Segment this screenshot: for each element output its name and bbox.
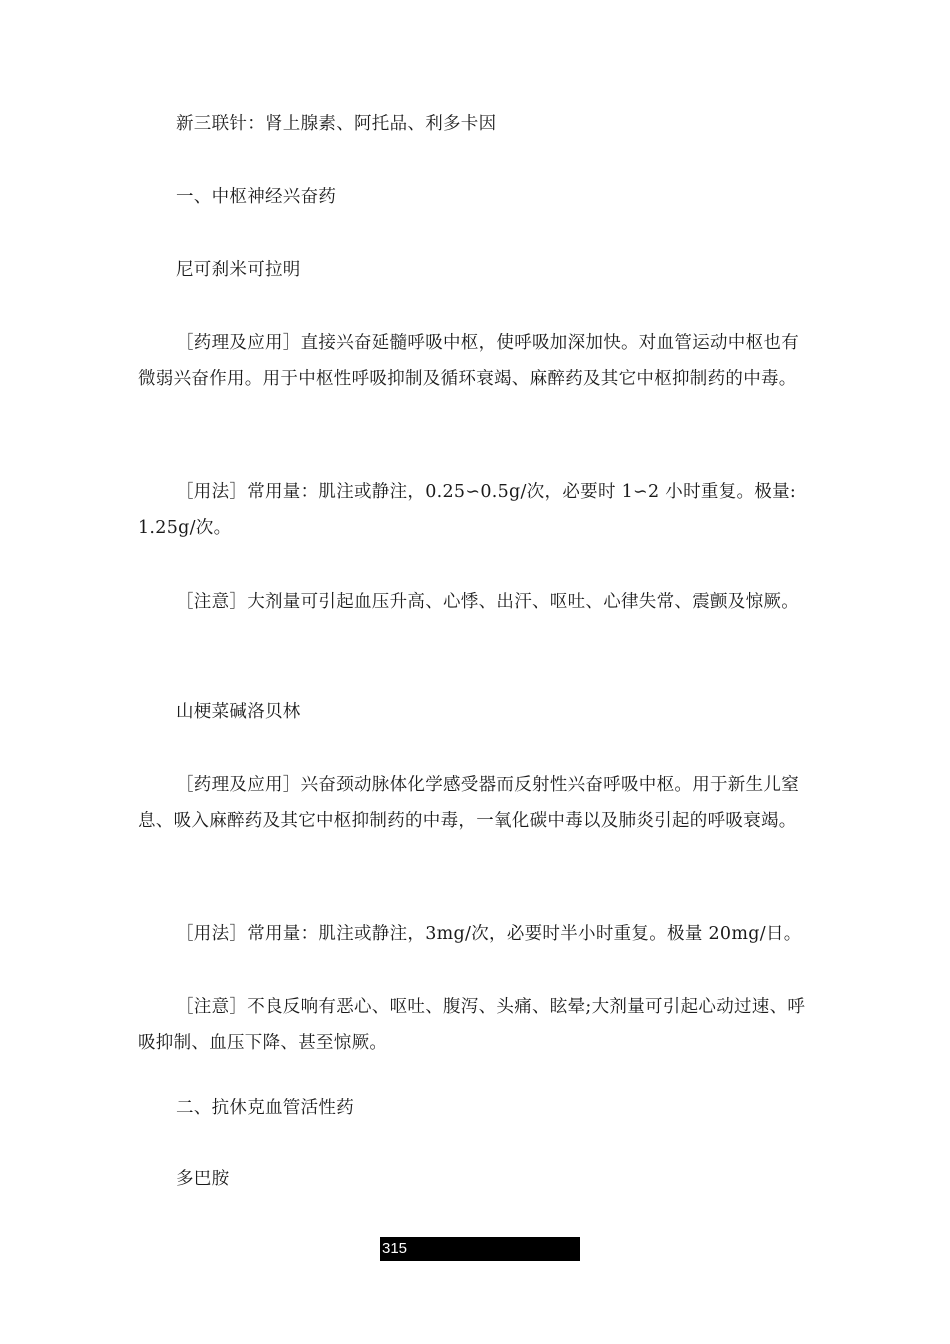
paragraph-lobeline-usage: ［用法］常用量：肌注或静注，3mg/次，必要时半小时重复。极量 20mg/日。	[176, 924, 802, 944]
paragraph-nikethamide-pharmacology: ［药理及应用］直接兴奋延髓呼吸中枢，使呼吸加深加快。对血管运动中枢也有微弱兴奋作用。用于中枢性呼吸抑制及循环衰竭、麻醉药及其它中枢抑制药的中毒。	[138, 333, 799, 389]
section-heading-antishock-vasoactive: 二、抗休克血管活性药	[176, 1098, 354, 1118]
paragraph-heading-new-triple-injection: 新三联针：肾上腺素、阿托品、利多卡因	[176, 114, 497, 134]
drug-name-nikethamide: 尼可刹米可拉明	[176, 260, 301, 280]
paragraph-lobeline-caution: ［注意］不良反响有恶心、呕吐、腹泻、头痛、眩晕;大剂量可引起心动过速、呼吸抑制、血压下降、甚至惊厥。	[138, 997, 806, 1053]
page-number: 315	[380, 1237, 580, 1261]
drug-name-dopamine: 多巴胺	[176, 1169, 230, 1189]
section-heading-cns-stimulants: 一、中枢神经兴奋药	[176, 187, 337, 207]
paragraph-nikethamide-caution: ［注意］大剂量可引起血压升高、心悸、出汗、呕吐、心律失常、震颤及惊厥。	[176, 592, 799, 612]
paragraph-lobeline-pharmacology: ［药理及应用］兴奋颈动脉体化学感受器而反射性兴奋呼吸中枢。用于新生儿窒息、吸入麻醉药及其它中枢抑制药的中毒，一氧化碳中毒以及肺炎引起的呼吸衰竭。	[138, 775, 799, 831]
drug-name-lobeline: 山梗菜碱洛贝林	[176, 702, 301, 722]
paragraph-nikethamide-usage: ［用法］常用量：肌注或静注，0.25∽0.5g/次，必要时 1∽2 小时重复。极量:1.25g/次。	[138, 482, 797, 538]
